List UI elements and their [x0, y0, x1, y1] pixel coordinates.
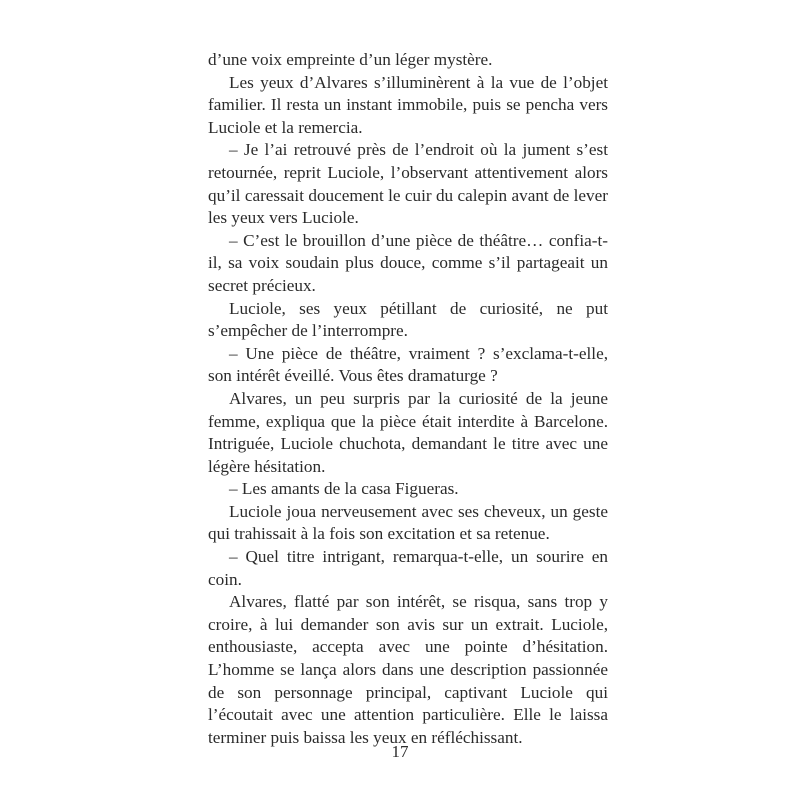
paragraph: – Les amants de la casa Figueras.	[229, 479, 459, 499]
paragraph: Luciole, ses yeux pétillant de curiosité, ne put s’empêcher de l’interrompre.	[208, 298, 608, 341]
paragraph: – Une pièce de théâtre, vraiment ? s’exclama-t-elle, son intérêt éveillé. Vous êtes dramaturge ?	[208, 343, 608, 386]
paragraph: – Quel titre intrigant, remarqua-t-elle, un sourire en coin.	[208, 547, 608, 589]
paragraph: Luciole joua nerveusement avec ses cheveux, un geste qui trahissait à la fois son excitation et sa retenue.	[208, 501, 608, 544]
paragraph-continuation: d’une voix empreinte d’un léger mystère.	[208, 50, 493, 69]
page-number: 17	[391, 742, 409, 761]
body-text	[208, 49, 608, 749]
paragraph: Les yeux d’Alvares s’illuminèrent à la vue de l’objet familier. Il resta un instant immobile, puis se pencha vers Luciole et la remercia.	[208, 72, 608, 137]
paragraph: Alvares, un peu surpris par la curiosité de la jeune femme, expliqua que la pièce était interdite à Barcelone. Intriguée, Luciole chuchota, demandant le titre avec une légère hésitation.	[208, 388, 608, 476]
paragraph: – C’est le brouillon d’une pièce de théâtre… confia-t-il, sa voix soudain plus douce, comme s’il partageait un secret précieux.	[208, 230, 608, 295]
paragraph: Alvares, flatté par son intérêt, se risqua, sans trop y croire, à lui demander son avis sur un extrait. Luciole, enthousiaste, accepta avec une pointe d’hésitation. L’homme se lança alors dans une description passionnée de son personnage principal, captivant Luciole qui l’écoutait avec une attention particulière. Elle le laissa terminer puis baissa les yeux en réfléchissant.	[208, 592, 608, 747]
paragraph: – Je l’ai retrouvé près de l’endroit où la jument s’est retournée, reprit Luciole, l’observant attentivement alors qu’il caressait doucement le cuir du calepin avant de lever les yeux vers Luciole.	[208, 140, 608, 228]
